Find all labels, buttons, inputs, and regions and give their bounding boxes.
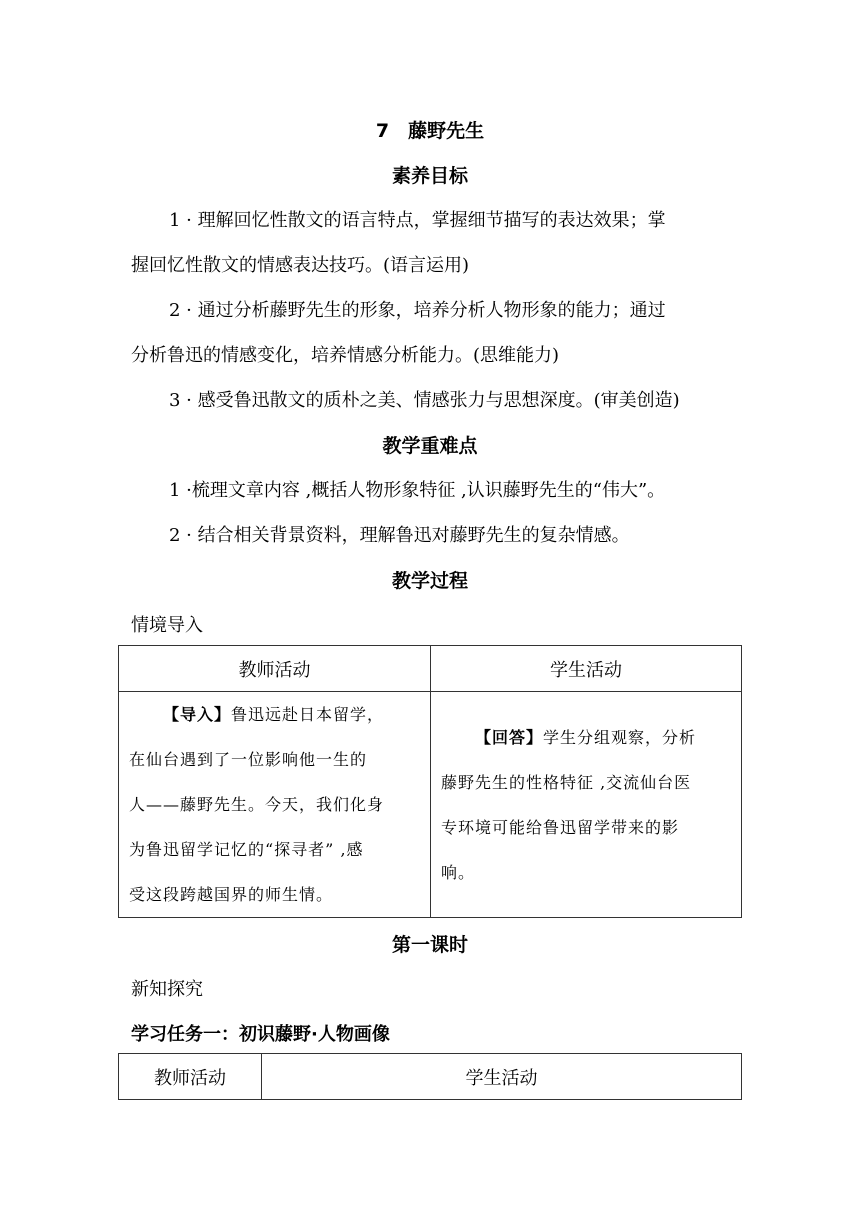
- heading-teaching-process: 教学过程: [391, 570, 468, 592]
- table-header-student: 学生活动: [262, 1054, 742, 1100]
- key-point-1: 1 ·梳理文章内容 ,概括人物形象特征 ,认识藤野先生的“伟大”。: [169, 480, 666, 501]
- heading-literacy-goals: 素养目标: [391, 165, 468, 187]
- student-line: 学生分组观察，分析: [543, 727, 697, 747]
- task1-activity-table: [118, 1053, 742, 1100]
- goal-3-line-1: 3 · 感受鲁迅散文的质朴之美、情感张力与思想深度。(审美创造): [169, 390, 680, 411]
- section-scene-intro: 情境导入: [131, 615, 203, 636]
- goal-1-line-1: 1 · 理解回忆性散文的语言特点，掌握细节描写的表达效果；掌: [169, 210, 666, 231]
- goal-1-line-2: 握回忆性散文的情感表达技巧。(语言运用): [131, 255, 470, 276]
- student-activity-cell: [431, 692, 742, 918]
- student-line: 藤野先生的性格特征 ,交流仙台医: [441, 772, 692, 792]
- table-header-teacher: 教师活动: [119, 1054, 262, 1100]
- heading-key-points: 教学重难点: [382, 435, 478, 457]
- teacher-line: 受这段跨越国界的师生情。: [129, 885, 334, 904]
- teacher-tag: 【导入】: [163, 705, 232, 724]
- table-header-student: 学生活动: [431, 646, 742, 692]
- goal-2-line-2: 分析鲁迅的情感变化，培养情感分析能力。(思维能力): [131, 345, 560, 366]
- teacher-line: 鲁迅远赴日本留学，: [231, 705, 385, 724]
- teacher-activity-cell: [119, 692, 431, 918]
- table-header-teacher: 教师活动: [119, 646, 431, 692]
- teacher-line: 在仙台遇到了一位影响他一生的: [129, 750, 368, 769]
- student-tag: 【回答】: [475, 727, 544, 747]
- teacher-line: 人——藤野先生。今天，我们化身: [129, 795, 385, 814]
- learning-task-1: 学习任务一：初识藤野·人物画像: [131, 1024, 390, 1045]
- key-point-2: 2 · 结合相关背景资料，理解鲁迅对藤野先生的复杂情感。: [169, 525, 630, 546]
- teacher-line: 为鲁迅留学记忆的“探寻者” ,感: [129, 840, 364, 859]
- student-line: 响。: [441, 862, 476, 882]
- intro-activity-table: [118, 645, 742, 918]
- heading-first-lesson: 第一课时: [391, 934, 468, 956]
- student-line: 专环境可能给鲁迅留学带来的影: [441, 817, 680, 837]
- goal-2-line-1: 2 · 通过分析藤野先生的形象，培养分析人物形象的能力；通过: [169, 300, 666, 321]
- section-new-knowledge: 新知探究: [131, 979, 203, 1000]
- lesson-title: 7 藤野先生: [375, 120, 485, 142]
